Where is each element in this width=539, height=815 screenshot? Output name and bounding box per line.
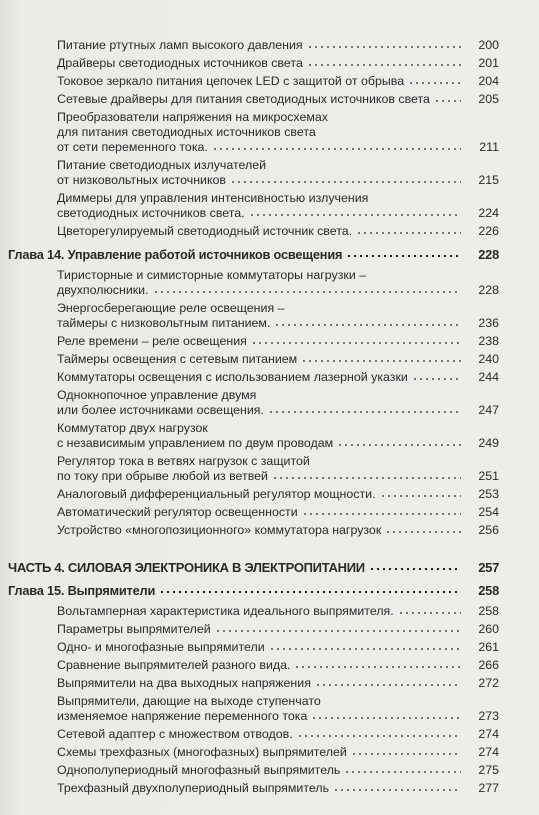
toc-entry-last-line	[57, 316, 465, 331]
toc-entry-title-line: Одно- и многофазные выпрямители	[57, 640, 265, 654]
dot-leader	[315, 683, 461, 687]
toc-entry-title-line: Тиристорные и симисторные коммутаторы нагрузки –	[57, 268, 367, 282]
dot-leader	[153, 290, 461, 294]
toc-entry-title	[57, 158, 465, 188]
page-number: 244	[478, 370, 499, 384]
page-number: 238	[478, 334, 499, 348]
toc-entry	[0, 763, 539, 778]
toc-entry-title-line: Выпрямители на два выходных напряжения	[57, 676, 311, 690]
toc-entry-title-line: Коммутатор двух нагрузок	[57, 421, 208, 435]
page-number: 211	[479, 140, 499, 154]
page-number: 275	[478, 763, 499, 777]
toc-entry-title-line: от низковольтных источников	[57, 173, 226, 187]
toc-entry-title	[57, 781, 465, 796]
toc-entry-title	[57, 110, 465, 155]
toc-entry-title	[57, 301, 465, 331]
toc-entry-title	[57, 388, 465, 418]
toc-entry-title-line: Трехфазный двухполупериодный выпрямитель	[57, 781, 330, 795]
toc-entry-title-line: Однокнопочное управление двумя	[57, 388, 257, 402]
dot-leader	[249, 213, 461, 217]
page-number: 272	[478, 676, 499, 690]
toc-entry	[0, 658, 539, 673]
toc-entry	[0, 56, 539, 71]
toc-entry-last-line	[57, 56, 465, 71]
toc-entry	[0, 224, 539, 239]
toc-entry-title	[57, 74, 465, 89]
toc-entry-last-line	[57, 334, 465, 349]
page-number: 236	[478, 316, 499, 330]
dot-leader	[337, 443, 461, 447]
dot-leader	[294, 665, 461, 669]
toc-entry-last-line	[57, 676, 465, 691]
toc-entry-last-line	[57, 745, 465, 760]
page-number: 247	[478, 403, 499, 417]
toc-entry-last-line	[57, 283, 465, 298]
dot-leader	[269, 647, 461, 651]
toc-entry-title	[57, 38, 465, 53]
toc-entry-title-line: Регулятор тока в ветвях нагрузок с защитой	[57, 454, 310, 468]
toc-entry	[0, 727, 539, 742]
toc-entry-title-line: Таймеры освещения с сетевым питанием	[57, 352, 298, 366]
toc-entry-title-line: Токовое зеркало питания цепочек LED с защитой от обрыва	[57, 74, 405, 88]
toc-entry-last-line	[57, 469, 465, 484]
page-number: 201	[478, 56, 499, 70]
toc-entry-last-line	[57, 403, 465, 418]
toc-entry-title-line: Устройство «многопозиционного» коммутатора нагрузок	[57, 523, 382, 537]
toc-entry-last-line	[57, 727, 465, 742]
toc-entry	[0, 352, 539, 367]
page-number: 261	[478, 640, 499, 654]
toc-entry-last-line	[57, 370, 465, 385]
toc-entry-title	[57, 676, 465, 691]
page-number: 253	[478, 487, 499, 501]
dot-leader	[311, 716, 461, 720]
toc-entry-title	[57, 658, 465, 673]
toc-entry-title-line: Сетевые драйверы для питания светодиодных источников света	[57, 92, 430, 106]
toc-entry-title-line: Выпрямители, дающие на выходе ступенчато	[57, 694, 321, 708]
toc-entry-title	[8, 247, 465, 262]
toc-entry-last-line	[57, 763, 465, 778]
page-number: 254	[478, 505, 499, 519]
dot-leader	[301, 359, 461, 363]
dot-leader	[302, 512, 461, 516]
toc-entry	[0, 388, 539, 418]
toc-entry-last-line	[57, 74, 465, 89]
toc-entry-title-line: для питания светодиодных источников света	[57, 125, 316, 139]
toc-entry-title-line: Вольтамперная характеристика идеального выпрямителя.	[57, 604, 394, 618]
toc-entry	[0, 454, 539, 484]
toc-entry-title-line: таймеры с низковольтным питанием.	[57, 316, 271, 330]
toc-entry-title	[57, 622, 465, 637]
page-number: 204	[478, 74, 499, 88]
toc-entry	[0, 523, 539, 538]
toc-entry-title-line: светодиодных источников света.	[57, 206, 245, 220]
toc-entry-title-line: Диммеры для управления интенсивностью излучения	[57, 191, 369, 205]
toc-entry-title	[57, 56, 465, 71]
toc-entry-title-line: Преобразователи напряжения на микросхемах	[57, 110, 328, 124]
page-number: 258	[478, 604, 499, 618]
toc-entry-title-line: Аналоговый дифференциальный регулятор мощности.	[57, 487, 376, 501]
toc-entry-last-line	[57, 505, 465, 520]
page-number: 228	[478, 283, 499, 297]
toc-entry-title-line: ЧАСТЬ 4. СИЛОВАЯ ЭЛЕКТРОНИКА В ЭЛЕКТРОПИТАНИИ	[8, 560, 365, 575]
toc-entry	[0, 604, 539, 619]
toc-entry-title-line: двухполюсники.	[57, 283, 149, 297]
page-number: 224	[478, 206, 499, 220]
toc-entry-title	[57, 523, 465, 538]
toc-entry	[0, 301, 539, 331]
dot-leader	[159, 590, 461, 594]
toc-entry-last-line	[8, 560, 465, 575]
toc-entry-last-line	[57, 38, 465, 53]
page-number: 258	[478, 583, 499, 598]
dot-leader	[251, 341, 461, 345]
dot-leader	[307, 45, 461, 49]
toc-entry-last-line	[57, 436, 465, 451]
dot-leader	[351, 752, 461, 756]
dot-leader	[398, 611, 461, 615]
page-number: 257	[478, 560, 499, 575]
toc-entry	[0, 38, 539, 53]
toc-chapter-heading	[0, 247, 539, 262]
toc-entry-last-line	[8, 247, 465, 262]
toc-entry	[0, 158, 539, 188]
toc-entry-last-line	[57, 140, 465, 155]
toc-entry	[0, 268, 539, 298]
toc-chapter-heading	[0, 583, 539, 598]
toc-entry-title-line: или более источниками освещения.	[57, 403, 264, 417]
toc-entry-title-line: Глава 15. Выпрямители	[8, 583, 156, 598]
toc-entry	[0, 745, 539, 760]
toc-entry-title-line: с независимым управлением по двум проводам	[57, 436, 334, 450]
table-of-contents	[0, 38, 539, 799]
toc-entry-last-line	[8, 583, 465, 598]
toc-entry	[0, 110, 539, 155]
toc-entry-title	[57, 454, 465, 484]
toc-entry	[0, 622, 539, 637]
toc-entry-title-line: изменяемое напряжение переменного тока	[57, 709, 308, 723]
toc-entry-title	[57, 487, 465, 502]
toc-entry-title-line: по току при обрыве любой из ветвей	[57, 469, 268, 483]
toc-part-heading	[0, 560, 539, 575]
toc-entry-title-line: Сравнение выпрямителей разного вида.	[57, 658, 291, 672]
toc-entry-title-line: Цветорегулируемый светодиодный источник света.	[57, 224, 353, 238]
toc-entry-title-line: Однополупериодный многофазный выпрямитель	[57, 763, 341, 777]
toc-entry-title	[57, 727, 465, 742]
toc-entry-last-line	[57, 640, 465, 655]
toc-entry-title-line: Параметры выпрямителей	[57, 622, 211, 636]
toc-entry-title-line: от сети переменного тока.	[57, 140, 208, 154]
toc-entry-title	[8, 560, 465, 575]
dot-leader	[380, 494, 461, 498]
toc-entry-last-line	[57, 487, 465, 502]
toc-entry-title-line: Питание ртутных ламп высокого давления	[57, 38, 303, 52]
page-number: 251	[478, 469, 499, 483]
toc-entry-title-line: Автоматический регулятор освещенности	[57, 505, 298, 519]
toc-entry-title	[57, 224, 465, 239]
toc-entry-title	[57, 370, 465, 385]
dot-leader	[212, 147, 461, 151]
dot-leader	[412, 377, 461, 381]
toc-entry-title	[57, 505, 465, 520]
page-number: 260	[478, 622, 499, 636]
toc-entry	[0, 74, 539, 89]
page-number: 200	[478, 38, 499, 52]
toc-entry-last-line	[57, 622, 465, 637]
toc-entry-title-line: Реле времени – реле освещения	[57, 334, 247, 348]
toc-entry-last-line	[57, 658, 465, 673]
page-number: 274	[478, 745, 499, 759]
page-number: 274	[478, 727, 499, 741]
toc-entry	[0, 334, 539, 349]
dot-leader	[356, 231, 461, 235]
page-number: 240	[478, 352, 499, 366]
toc-entry-last-line	[57, 709, 465, 724]
toc-entry-title-line: Энергосберегающие реле освещения –	[57, 301, 285, 315]
toc-entry-last-line	[57, 781, 465, 796]
toc-entry-title	[57, 763, 465, 778]
toc-entry-title	[57, 604, 465, 619]
toc-entry-last-line	[57, 92, 465, 107]
dot-leader	[215, 629, 461, 633]
page-number: 249	[478, 436, 499, 450]
toc-entry-title-line: Сетевой адаптер с множеством отводов.	[57, 727, 293, 741]
toc-entry-title	[57, 334, 465, 349]
toc-entry-title-line: Коммутаторы освещения с использованием лазерной указки	[57, 370, 408, 384]
toc-entry-last-line	[57, 224, 465, 239]
dot-leader	[230, 180, 461, 184]
page-number: 273	[478, 709, 499, 723]
toc-entry	[0, 505, 539, 520]
toc-entry-title-line: Драйверы светодиодных источников света	[57, 56, 303, 70]
page-number: 205	[478, 92, 499, 106]
page-number: 277	[478, 781, 499, 795]
toc-entry	[0, 694, 539, 724]
dot-leader	[297, 734, 461, 738]
toc-entry	[0, 640, 539, 655]
toc-entry-last-line	[57, 173, 465, 188]
toc-entry-title-line: Глава 14. Управление работой источников освещения	[8, 247, 343, 262]
page-number: 256	[478, 523, 499, 537]
toc-entry	[0, 781, 539, 796]
toc-entry-last-line	[57, 604, 465, 619]
dot-leader	[333, 788, 461, 792]
dot-leader	[385, 530, 461, 534]
toc-entry-title	[57, 352, 465, 367]
dot-leader	[434, 99, 461, 103]
toc-entry-title	[57, 745, 465, 760]
dot-leader	[346, 254, 461, 258]
toc-entry-title	[57, 421, 465, 451]
toc-entry	[0, 92, 539, 107]
dot-leader	[408, 81, 461, 85]
toc-entry-title-line: Питание светодиодных излучателей	[57, 158, 267, 172]
dot-leader	[307, 63, 461, 67]
toc-entry-last-line	[57, 352, 465, 367]
toc-entry-title	[57, 268, 465, 298]
toc-entry	[0, 191, 539, 221]
toc-entry-title	[57, 694, 465, 724]
toc-entry	[0, 421, 539, 451]
dot-leader	[369, 567, 461, 571]
toc-entry-title	[57, 191, 465, 221]
toc-entry-last-line	[57, 206, 465, 221]
toc-entry-title	[57, 640, 465, 655]
toc-entry-title	[8, 583, 465, 598]
dot-leader	[344, 770, 461, 774]
dot-leader	[268, 410, 461, 414]
toc-entry-title-line: Схемы трехфазных (многофазных) выпрямителей	[57, 745, 347, 759]
page-number: 226	[478, 224, 499, 238]
toc-entry-last-line	[57, 523, 465, 538]
page-number: 215	[478, 173, 499, 187]
page-number: 266	[478, 658, 499, 672]
dot-leader	[272, 476, 461, 480]
page-number: 228	[478, 247, 499, 262]
toc-entry	[0, 676, 539, 691]
toc-entry	[0, 487, 539, 502]
dot-leader	[274, 323, 461, 327]
toc-entry-title	[57, 92, 465, 107]
toc-entry	[0, 370, 539, 385]
